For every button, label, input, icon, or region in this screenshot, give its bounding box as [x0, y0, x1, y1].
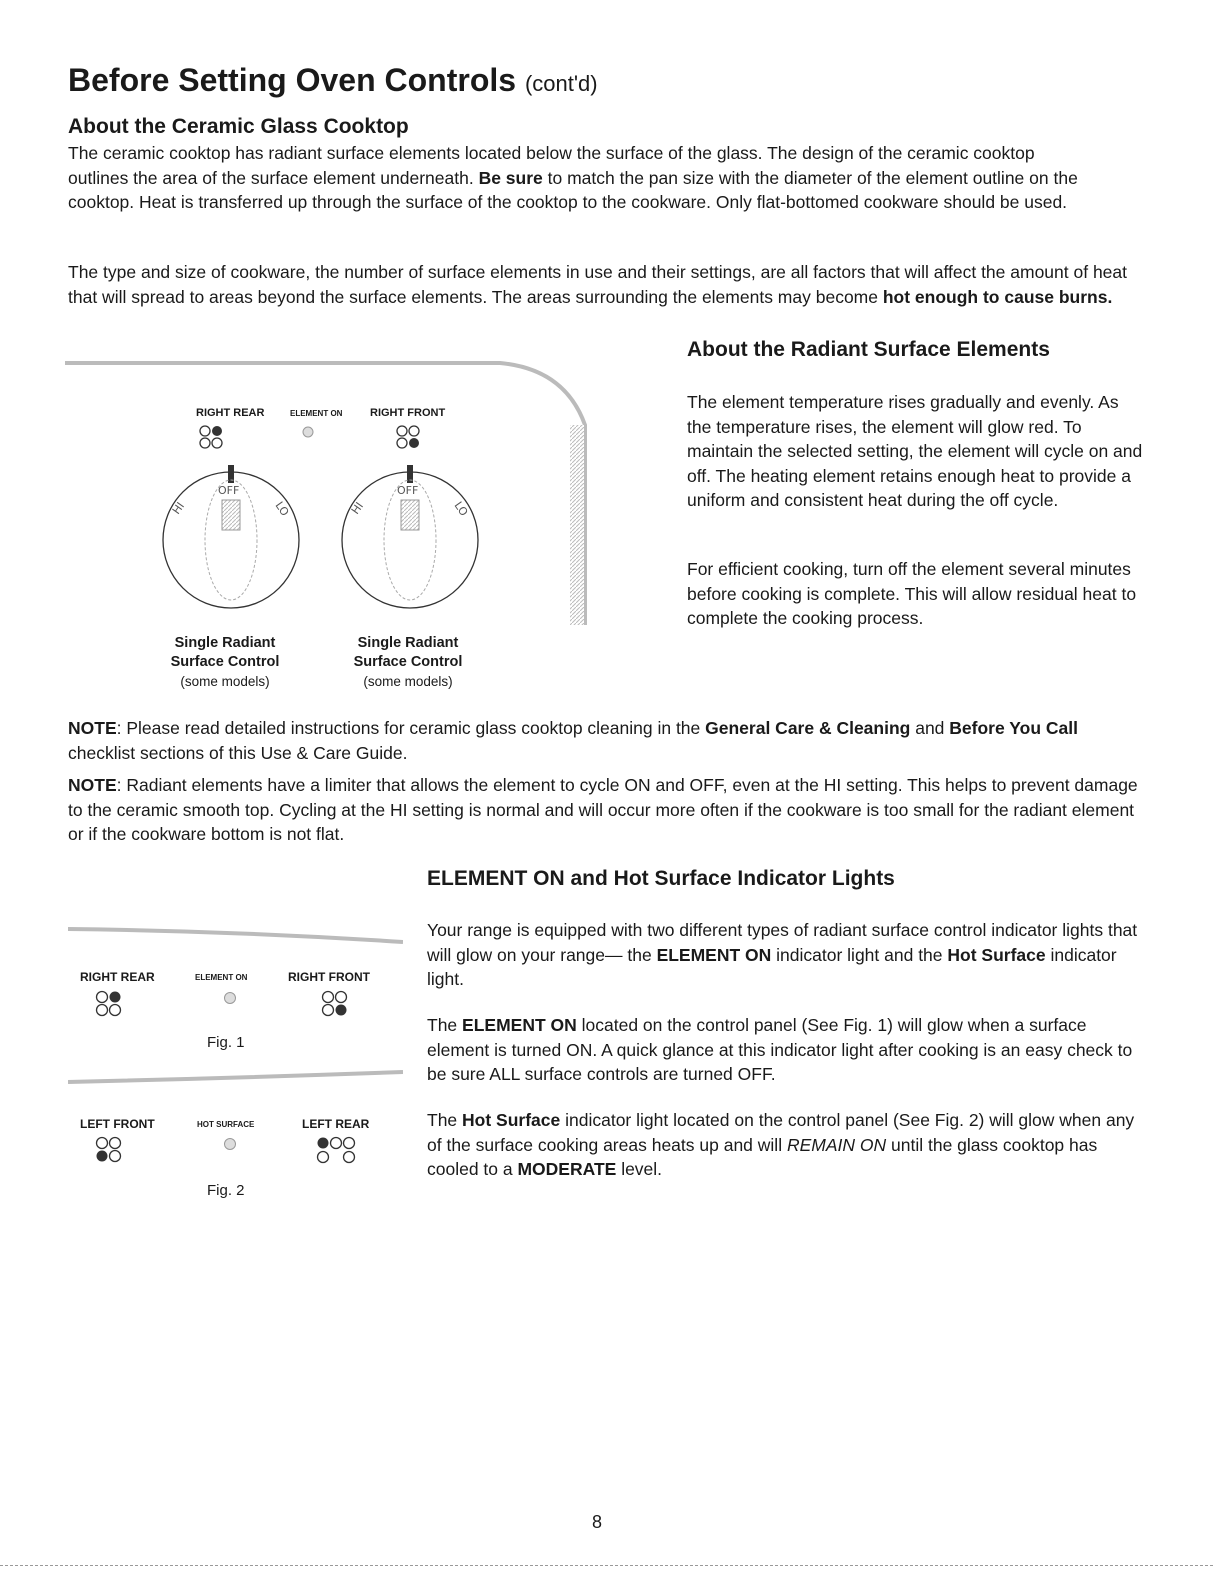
- fig2-left-front-dots-icon: [97, 1138, 121, 1162]
- fig2-hot-surface-label: HOT SURFACE: [197, 1120, 255, 1129]
- right-knob-icon: [342, 465, 478, 608]
- bottom-rule: [0, 1565, 1213, 1566]
- indicator-p3-mid: until the glass cooktop has cooled to a: [427, 1134, 1098, 1179]
- fig1-right-rear-label: RIGHT REAR: [80, 970, 155, 984]
- page-title: [68, 62, 598, 99]
- fig2-left-rear-label: LEFT REAR: [302, 1117, 370, 1131]
- svg-text:LO: LO: [272, 499, 292, 519]
- note-2: [68, 773, 1138, 847]
- fig1-panel-edge: [68, 925, 403, 945]
- element-on-light-icon: [303, 427, 313, 437]
- right-front-indicator-icon: [397, 426, 419, 448]
- radiant-paragraph-2: For efficient cooking, turn off the element several minutes before cooking is complete. This will allow residual heat to complete the cooking process.: [687, 559, 1137, 628]
- caption-line-3: (some models): [180, 674, 270, 689]
- svg-text:OFF: OFF: [218, 484, 240, 497]
- left-knob-caption: [150, 634, 300, 691]
- control-panel-illustration: [60, 355, 600, 635]
- caption-line-1: Single Radiant: [174, 635, 276, 651]
- general-care-link-text: General Care & Cleaning: [705, 718, 911, 738]
- fig1-element-on-light-icon: [225, 993, 236, 1004]
- be-sure-emphasis: Be sure: [478, 167, 543, 188]
- page-title-suffix: (cont'd): [524, 71, 598, 96]
- ceramic-p1-text: The ceramic cooktop has radiant surface elements located below the surface of the glass. The design of the ceramic cooktop outlines the area of the surface element underneath.: [68, 143, 1035, 188]
- fig1-right-rear-dots-icon: [97, 992, 121, 1016]
- note-label: NOTE: [68, 775, 117, 795]
- moderate-emphasis: MODERATE: [517, 1159, 617, 1179]
- hot-surface-emphasis: Hot Surface: [462, 1110, 561, 1130]
- fig2-hot-surface-light-icon: [225, 1139, 236, 1150]
- fig2-left-rear-dots-icon: [318, 1138, 355, 1163]
- fig1-right-front-label: RIGHT FRONT: [288, 970, 370, 984]
- indicator-paragraph-2: [427, 1013, 1142, 1087]
- indicator-paragraph-3: [427, 1108, 1142, 1182]
- note-1-end: checklist sections of this Use & Care Guide.: [68, 742, 408, 763]
- note-1-text: : Please read detailed instructions for ceramic glass cooktop cleaning in the: [116, 718, 706, 738]
- caption-line-2: Surface Control: [353, 654, 463, 670]
- right-knob-caption: [333, 634, 483, 691]
- svg-text:OFF: OFF: [397, 484, 419, 497]
- fig2-label: Fig. 2: [207, 1182, 245, 1199]
- right-rear-indicator-icon: [200, 426, 222, 448]
- indicator-p1-text: Your range is equipped with two different types of radiant surface control indicator lights that will glow on your range— the: [427, 920, 1138, 965]
- left-knob-icon: [163, 465, 299, 608]
- indicator-p2-start: The: [427, 1015, 463, 1035]
- fig1-indicators: [95, 990, 355, 1022]
- ceramic-p1-text-end: to match the pan size with the diameter of the element outline on the cooktop. Heat is transferred up through the surface of the cooktop to the cookware. Only flat-bottomed cookware should be used.: [68, 167, 1078, 212]
- burn-warning-emphasis: hot enough to cause burns.: [882, 286, 1113, 307]
- indicator-paragraph-1: [427, 918, 1147, 992]
- element-on-emphasis: ELEMENT ON: [462, 1015, 577, 1035]
- remain-on-emphasis: REMAIN ON: [786, 1134, 887, 1155]
- indicator-heading: ELEMENT ON and Hot Surface Indicator Lights: [427, 867, 895, 890]
- indicator-p3-start: The: [427, 1110, 463, 1130]
- fig1-bottom-edge: [68, 1066, 403, 1086]
- indicator-p1-end: indicator light.: [427, 944, 1117, 989]
- svg-text:LO: LO: [451, 499, 471, 519]
- svg-text:HI: HI: [169, 499, 188, 517]
- fig1-right-front-dots-icon: [323, 992, 347, 1016]
- right-front-label: RIGHT FRONT: [370, 407, 446, 419]
- hot-surface-emphasis: Hot Surface: [947, 944, 1046, 965]
- ceramic-p2-text: The type and size of cookware, the number of surface elements in use and their settings, are all factors that will affect the amount of heat that will spread to areas beyond the surface elements. The areas surrounding the elements may become: [68, 262, 1128, 307]
- fig2-indicators: [95, 1136, 365, 1170]
- svg-text:HI: HI: [348, 499, 367, 517]
- fig1-element-on-label: ELEMENT ON: [195, 973, 248, 982]
- page-title-text: Before Setting Oven Controls: [68, 62, 517, 98]
- note-1: [68, 716, 1148, 765]
- fig2-left-front-label: LEFT FRONT: [80, 1117, 155, 1131]
- indicator-p3-text: indicator light located on the control panel (See Fig. 2) will glow when any of the surface cooking areas heats up and will: [427, 1110, 1135, 1155]
- ceramic-paragraph-2: [68, 260, 1143, 309]
- ceramic-heading: About the Ceramic Glass Cooktop: [68, 115, 409, 138]
- ceramic-paragraph-1: [68, 141, 1098, 215]
- caption-line-3: (some models): [363, 674, 453, 689]
- indicator-p2-text: located on the control panel (See Fig. 1) will glow when a surface element is turned ON. A quick glance at this indicator light after cooking is an easy check to be sure ALL surface controls are turned OFF.: [427, 1015, 1133, 1084]
- note-1-and: and: [910, 718, 950, 738]
- caption-line-2: Surface Control: [170, 654, 280, 670]
- note-2-text: : Radiant elements have a limiter that allows the element to cycle ON and OFF, even at the HI setting. This helps to prevent damage to the ceramic smooth top. Cycling at the HI setting is normal and will occur more often if the cookware is too small for the radiant element or if the cookware bottom is not flat.: [68, 775, 1138, 844]
- fig1-label: Fig. 1: [207, 1034, 245, 1051]
- caption-line-1: Single Radiant: [357, 635, 459, 651]
- indicator-p3-end: level.: [616, 1159, 663, 1179]
- panel-edge: [65, 363, 585, 625]
- indicator-p1-mid: indicator light and the: [771, 944, 948, 965]
- radiant-paragraph-1: The element temperature rises gradually and evenly. As the temperature rises, the element will glow red. To maintain the selected setting, the element will cycle on and off. The heating element retains enough heat to provide a uniform and consistent heat during the off cycle.: [687, 392, 1143, 510]
- before-you-call-text: Before You Call: [949, 718, 1078, 738]
- right-rear-label: RIGHT REAR: [196, 407, 265, 419]
- panel-side: [570, 425, 584, 625]
- note-label: NOTE: [68, 718, 117, 738]
- element-on-emphasis: ELEMENT ON: [656, 944, 772, 965]
- radiant-heading: About the Radiant Surface Elements: [687, 338, 1050, 361]
- page-number: 8: [592, 1512, 603, 1532]
- element-on-label: ELEMENT ON: [290, 409, 343, 418]
